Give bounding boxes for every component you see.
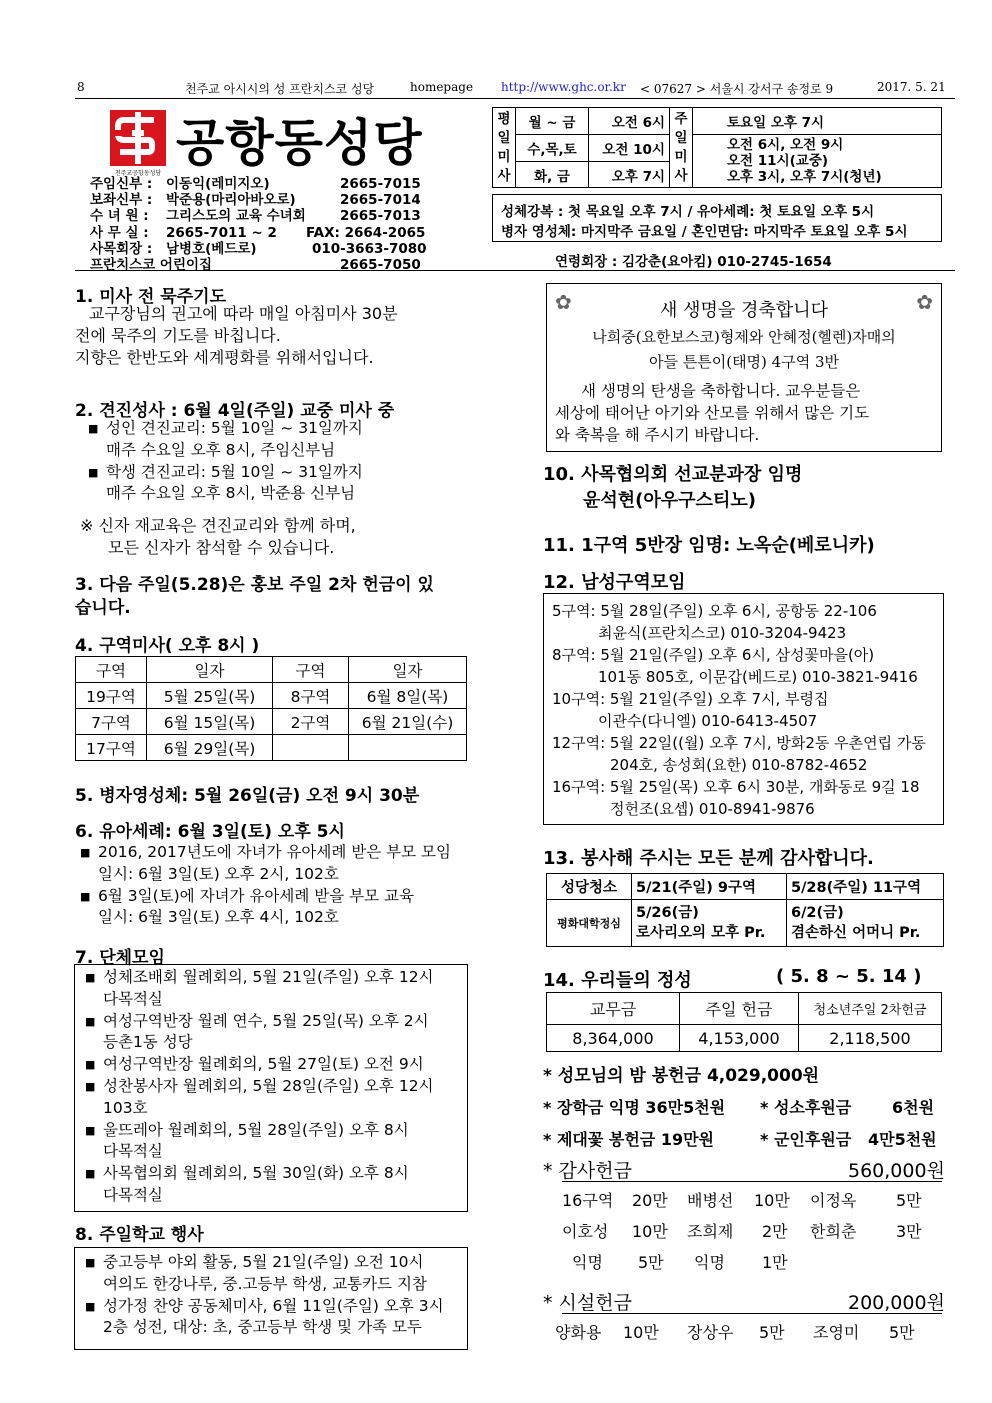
vocation-offering-label: * 성소후원금 [760, 1098, 852, 1117]
table-header: 주일 헌금 [680, 993, 799, 1025]
volunteer-table [546, 873, 944, 947]
section-5-title: 5. 병자영성체: 5월 26일(금) 오전 9시 30분 [75, 786, 420, 806]
table-cell: 2,118,500 [799, 1025, 942, 1052]
table-cell: 평화대학정심 [547, 900, 632, 947]
facility-underline [562, 1313, 942, 1314]
staff-name: 이동익(레미지오) [166, 176, 270, 192]
sunday-mass-times [693, 135, 942, 188]
staff-role: 사 무 실 : [90, 224, 149, 241]
staff-list [90, 176, 427, 273]
sunday-mass-time: 토요일 오후 7시 [693, 108, 942, 135]
table-cell [787, 900, 944, 947]
donor-name: 이정옥 [810, 1191, 857, 1210]
table-cell: 5/21(주일) 9구역 [632, 874, 787, 900]
facility-donor-row [555, 1320, 935, 1344]
thanks-offering-total: 560,000원 [848, 1160, 945, 1182]
section-2-title: 2. 견진성사 : 6월 4일(주일) 교중 미사 중 [75, 401, 395, 421]
section-11-title: 11. 1구역 5반장 임명: 노옥순(베로니카) [543, 535, 875, 556]
table-row [76, 683, 467, 709]
staff-row [90, 208, 420, 224]
section-6-title: 6. 유아세례: 6월 3일(토) 오후 5시 [75, 822, 345, 842]
mass-time: 오전 10시 [589, 135, 670, 162]
list-item-detail: 일시: 6월 3일(토) 오후 4시, 102호 [98, 908, 339, 927]
list-item: ■ 사목협의회 월례회의, 5월 30일(화) 오후 8시 [83, 1163, 467, 1185]
table-header: 청소년주일 2차헌금 [799, 993, 942, 1025]
parish-logo [110, 110, 166, 177]
table-cell [632, 900, 787, 947]
table-row [547, 1025, 942, 1052]
birth-parents: 나희중(요한보스코)형제와 안혜정(헬렌)자매의 [592, 328, 896, 346]
table-cell: 2구역 [273, 709, 349, 735]
table-cell: 8,364,000 [547, 1025, 680, 1052]
table-cell: 6월 8일(목) [349, 683, 467, 709]
staff-phone: 2665-7013 [340, 208, 421, 225]
thanks-offering-label: * 감사헌금 [543, 1160, 632, 1182]
donor-amount: 10만 [754, 1191, 790, 1210]
donor-amount: 10만 [632, 1222, 668, 1241]
meeting-line: 204호, 송성회(요한) 010-8782-4652 [610, 756, 868, 774]
staff-name: 2665-7011 ~ 2 [166, 224, 277, 241]
donor-name: 이호성 [562, 1222, 609, 1241]
staff-role: 사목회장 : [90, 240, 153, 257]
donor-amount: 10만 [623, 1323, 659, 1342]
table-cell: 5/28(주일) 11구역 [787, 874, 944, 900]
section-3-line: 3. 다음 주일(5.28)은 홍보 주일 2차 헌금이 있 [75, 575, 434, 595]
list-item: ■ 2016, 2017년도에 자녀가 유아세례 받은 부모 모임 [78, 842, 488, 864]
header-org: 천주교 아시시의 성 프란치스코 성당 [185, 82, 375, 96]
weekday-mass-label: 평일미사 [493, 108, 516, 188]
mass-day: 화, 금 [516, 162, 589, 188]
staff-name: 남병호(베드로) [166, 240, 257, 257]
list-item: ■ 여성구역반장 월례 연수, 5월 25일(목) 오후 2시 [83, 1011, 467, 1033]
section-10-line: 10. 사목협의회 선교분과장 임명 [543, 464, 803, 485]
meeting-line: 이관수(다니엘) 010-6413-4507 [598, 712, 818, 730]
sunday-school-box [74, 1247, 468, 1350]
staff-row [90, 192, 420, 208]
flower-icon: ✿ [916, 290, 933, 314]
page-number: 8 [77, 80, 85, 94]
list-item: ■ 6월 3일(토)에 자녀가 유아세례 받을 부모 교육 [78, 886, 488, 908]
header-date: 2017. 5. 21 [877, 80, 946, 94]
staff-row [90, 176, 420, 192]
table-header: 구역 [76, 657, 147, 683]
donor-name: 조영미 [813, 1323, 860, 1342]
header-divider [75, 270, 955, 271]
list-item: ■ 성가정 찬양 공동체미사, 6월 11일(주일) 오후 3시 [83, 1296, 467, 1318]
staff-name: 박준용(마리아바오로) [166, 192, 296, 209]
section-12-title: 12. 남성구역모임 [543, 572, 686, 593]
meeting-line: 8구역: 5월 21일(주일) 오후 6시, 삼성꽃마을(아) [552, 646, 875, 664]
note-line: ※ 신자 재교육은 견진교리와 함께 하며, [80, 516, 356, 535]
donor-amount: 5만 [638, 1253, 664, 1272]
donor-amount: 5만 [759, 1323, 785, 1342]
table-header: 일자 [349, 657, 467, 683]
page-header [75, 78, 955, 99]
donor-amount: 20만 [632, 1191, 668, 1210]
list-item-detail: 다목적실 [103, 1142, 163, 1161]
table-header: 구역 [273, 657, 349, 683]
mary-offering: * 성모님의 밤 봉헌금 4,029,000원 [543, 1066, 820, 1086]
table-cell [273, 735, 349, 761]
list-item-detail: 다목적실 [103, 1185, 163, 1204]
table-row [547, 993, 942, 1025]
section-1-body [75, 303, 398, 369]
list-item: ■ 성찬봉사자 월례회의, 5월 28일(주일) 오후 12시 [83, 1076, 467, 1098]
staff-phone: 2665-7015 [340, 176, 421, 192]
altar-flower-offering: * 제대꽃 봉헌금 19만원 [543, 1130, 714, 1149]
section-4-title: 4. 구역미사( 오후 8시 ) [75, 636, 260, 656]
staff-phone: 2665-7050 [340, 256, 421, 273]
flower-icon: ✿ [555, 290, 572, 314]
birth-announcement-box [546, 283, 942, 452]
sunday-mass-time: 오전 6시, 오전 9시 [727, 137, 844, 153]
body-line: 와 축복을 해 주시기 바랍니다. [555, 426, 760, 444]
section-13-title: 13. 봉사해 주시는 모든 분께 감사합니다. [543, 848, 874, 869]
body-line: 새 생명의 탄생을 축하합니다. 교우분들은 [581, 382, 861, 400]
donor-amount: 3만 [896, 1222, 922, 1241]
donor-amount: 2만 [762, 1222, 788, 1241]
birth-title: 새 생명을 경축합니다 [660, 300, 828, 321]
staff-role: 프란치스코 어린이집 [90, 256, 213, 273]
scholarship-offering: * 장학금 익명 36만5천원 [543, 1098, 726, 1117]
list-item: ■ 여성구역반장 월례회의, 5월 27일(토) 오전 9시 [83, 1054, 467, 1076]
staff-phone: FAX: 2664-2065 [306, 224, 426, 241]
cell-line: 6/2(금) [791, 905, 844, 921]
list-item-detail: 다목적실 [103, 989, 163, 1008]
donor-name: 장상우 [687, 1323, 734, 1342]
list-item-detail: 일시: 6월 3일(토) 오후 2시, 102호 [98, 864, 339, 883]
donor-name: 양화용 [555, 1323, 602, 1342]
mass-schedule-table [492, 107, 942, 188]
parish-title: 공항동성당 [176, 114, 423, 172]
table-cell: 17구역 [76, 735, 147, 761]
section-10-line: 윤석현(아우구스티노) [583, 490, 756, 511]
table-cell: 8구역 [273, 683, 349, 709]
facility-offering-total: 200,000원 [848, 1292, 945, 1314]
staff-role: 수 녀 원 : [90, 208, 149, 225]
sunday-mass-label: 주일미사 [670, 108, 693, 188]
section-14-title: 14. 우리들의 정성 [543, 970, 692, 991]
meeting-line: 5구역: 5월 28일(주일) 오후 6시, 공항동 22-106 [552, 602, 877, 620]
table-cell: 6월 29일(목) [147, 735, 273, 761]
men-district-box [543, 593, 944, 825]
table-cell: 6월 15일(목) [147, 709, 273, 735]
donor-name: 16구역 [562, 1191, 614, 1210]
table-cell: 성당청소 [547, 874, 632, 900]
donor-name: 익명 [694, 1253, 725, 1272]
section-2-list [86, 418, 486, 505]
table-header: 일자 [147, 657, 273, 683]
table-cell: 4,153,000 [680, 1025, 799, 1052]
birth-baby: 아들 튼튼이(태명) 4구역 3반 [649, 353, 839, 371]
list-item-detail: 매주 수요일 오후 8시, 주임신부님 [106, 440, 336, 459]
offering-table [546, 992, 942, 1052]
section-8-title: 8. 주일학교 행사 [75, 1225, 204, 1245]
list-item: ■ 중고등부 야외 활동, 5월 21일(주일) 오전 10시 [83, 1252, 467, 1274]
meeting-line: 16구역: 5월 25일(목) 오후 6시 30분, 개화동로 9길 18 [552, 778, 920, 796]
homepage-link[interactable]: http://www.ghc.or.kr [501, 80, 626, 94]
list-item: ■ 울뜨레아 월례회의, 5월 28일(주일) 오후 8시 [83, 1120, 467, 1142]
table-cell [349, 735, 467, 761]
mass-time: 오전 6시 [589, 108, 670, 135]
table-cell: 5월 25일(목) [147, 683, 273, 709]
district-mass-table [75, 656, 467, 761]
donor-name: 한희춘 [810, 1222, 857, 1241]
meeting-line: 10구역: 5월 21일(주일) 오후 7시, 부령집 [552, 690, 829, 708]
vocation-offering-value: 6천원 [892, 1098, 935, 1117]
header-address: < 07627 > 서울시 강서구 송정로 9 [640, 82, 834, 96]
mass-day: 월 ~ 금 [516, 108, 589, 135]
table-row [547, 900, 944, 947]
table-cell: 7구역 [76, 709, 147, 735]
donor-amount: 1만 [762, 1253, 788, 1272]
mass-day: 수,목,토 [516, 135, 589, 162]
section-3-line: 습니다. [75, 598, 131, 618]
cell-line: 로사리오의 모후 Pr. [636, 925, 766, 941]
donor-name: 익명 [572, 1253, 603, 1272]
cell-line: 5/26(금) [636, 905, 699, 921]
list-item-detail: 2층 성전, 대상: 초, 중고등부 학생 및 가족 모두 [103, 1318, 422, 1337]
staff-row [90, 224, 426, 241]
sunday-mass-time: 오후 3시, 오후 7시(청년) [727, 169, 882, 185]
notice-line: 성체강복 : 첫 목요일 오후 7시 / 유아세례: 첫 토요일 오후 5시 [501, 204, 875, 220]
table-header: 교무금 [547, 993, 680, 1025]
list-item-detail: 매주 수요일 오후 8시, 박준용 신부님 [106, 484, 356, 503]
body-line: 세상에 태어난 아기와 산모를 위해서 많은 기도 [555, 404, 870, 422]
staff-role: 보좌신부 : [90, 192, 153, 209]
notice-line: 병자 영성체: 마지막주 금요일 / 혼인면담: 마지막주 토요일 오후 5시 [501, 224, 908, 240]
table-row [76, 709, 467, 735]
table-cell: 19구역 [76, 683, 147, 709]
donor-amount: 5만 [896, 1191, 922, 1210]
body-line: 전에 묵주의 기도를 바칩니다. [75, 326, 281, 345]
list-item: ■ 성체조배회 월례회의, 5월 21일(주일) 오후 12시 [83, 967, 467, 989]
table-cell: 6월 21일(수) [349, 709, 467, 735]
staff-name: 그리스도의 교육 수녀회 [166, 208, 306, 225]
donor-amount: 5만 [889, 1323, 915, 1342]
meeting-line: 정헌조(요셉) 010-8941-9876 [610, 800, 815, 818]
facility-offering-label: * 시설헌금 [543, 1292, 632, 1314]
note-line: 모든 신자가 참석할 수 있습니다. [108, 538, 335, 557]
sunday-mass-time: 오전 11시(교중) [727, 153, 829, 169]
meeting-line: 12구역: 5월 22일((월) 오후 7시, 방화2동 우촌연립 가동 [552, 734, 926, 752]
group-meetings-box [74, 964, 468, 1212]
list-item-detail: 103호 [103, 1098, 148, 1117]
list-item-detail: 여의도 한강나루, 중.고등부 학생, 교통카드 지참 [103, 1274, 427, 1293]
thanks-underline [562, 1181, 942, 1182]
staff-role: 주임신부 : [90, 176, 153, 192]
meeting-line: 101동 805호, 이문갑(베드로) 010-3821-9416 [598, 668, 918, 686]
list-item: ■ 성인 견진교리: 5월 10일 ~ 31일까지 [86, 418, 486, 440]
mass-time: 오후 7시 [589, 162, 670, 188]
donor-name: 배병선 [687, 1191, 734, 1210]
meeting-line: 최윤식(프란치스코) 010-3204-9423 [598, 624, 847, 642]
staff-row [90, 240, 427, 257]
body-line: 지향은 한반도와 세계평화를 위해서입니다. [75, 348, 374, 367]
funeral-chair: 연령회장 : 김강춘(요아킴) 010-2745-1654 [555, 254, 832, 270]
military-offering-label: * 군인후원금 [760, 1130, 852, 1149]
cell-line: 겸손하신 어머니 Pr. [791, 925, 921, 941]
table-row [76, 735, 467, 761]
section-3-title [75, 574, 434, 620]
body-line: 교구장님의 권고에 따라 매일 아침미사 30분 [89, 304, 398, 323]
military-offering-value: 4만5천원 [868, 1130, 937, 1149]
table-row [547, 874, 944, 900]
list-item: ■ 학생 견진교리: 5월 10일 ~ 31일까지 [86, 462, 486, 484]
donor-name: 조희제 [687, 1222, 734, 1241]
birth-body [555, 380, 941, 446]
section-2-note [80, 515, 356, 559]
section-10-title [543, 462, 802, 514]
logo-caption: 천주교공항동성당 [114, 170, 162, 177]
sacrament-notice-box [492, 194, 942, 242]
section-6-list [78, 842, 488, 929]
section-1-title: 1. 미사 전 묵주기도 [75, 287, 226, 307]
section-14-period: ( 5. 8 ~ 5. 14 ) [776, 966, 922, 987]
section-7-title: 7. 단체모임 [75, 948, 165, 968]
header-homepage-label: homepage [410, 80, 474, 94]
staff-phone: 2665-7014 [340, 192, 421, 209]
staff-phone: 010-3663-7080 [312, 240, 427, 257]
list-item-detail: 등촌1동 성당 [103, 1033, 193, 1052]
